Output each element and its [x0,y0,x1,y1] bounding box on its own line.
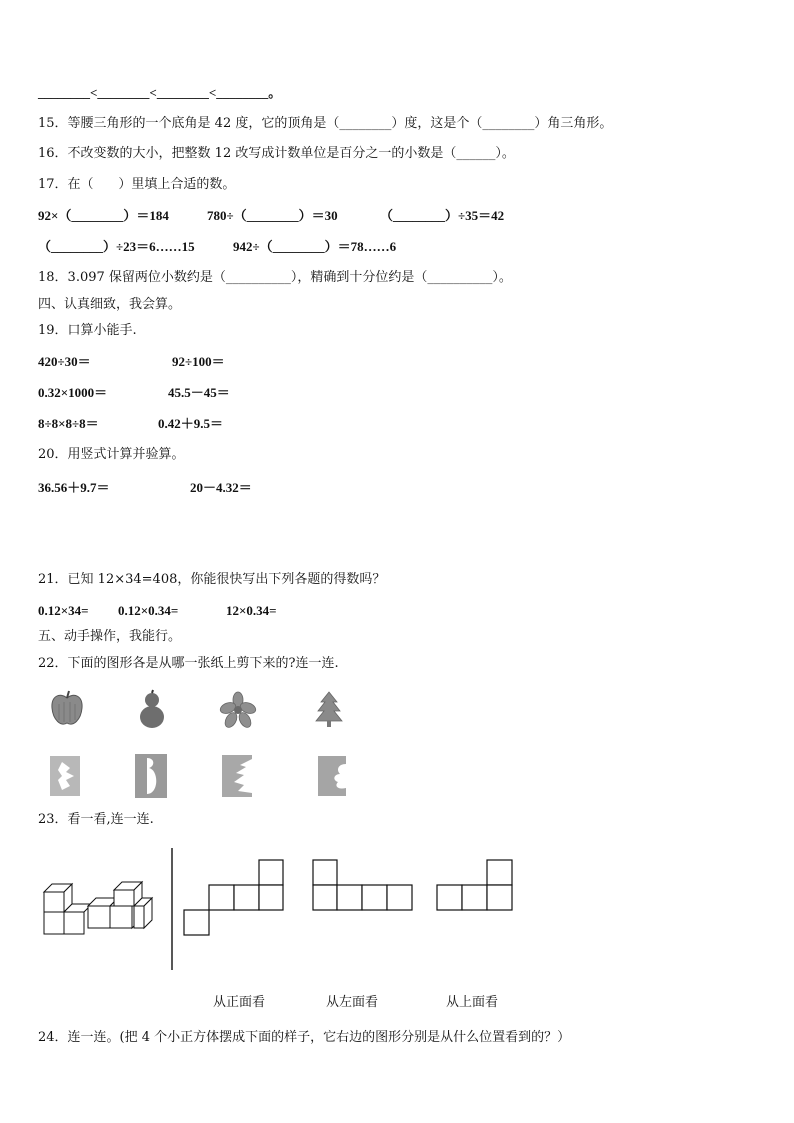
flower-icon [220,692,256,728]
paper-tree-hole-icon [222,755,252,797]
view-grid-2 [312,859,414,912]
tree-icon [315,692,343,728]
question-21: 21．已知 12×34=408，你能很快写出下列各题的得数吗？ [38,572,386,587]
question-19: 19．口算小能手. [38,323,137,338]
q19-item-b: 92÷100＝ [172,354,225,369]
question-23: 23．看一看,连一连. [38,812,154,827]
section-4-heading: 四、认真细致，我会算。 [38,297,182,312]
paper-flower-hole-icon [318,756,346,796]
q17-item-d: （________）÷23＝6……15 [38,239,195,254]
q17-item-a: 92×（________）＝184 [38,208,169,223]
question-24: 24．连一连。(把 4 个小正方体摆成下面的样子，它右边的图形分别是从什么位置看到的？） [38,1030,571,1045]
question-22: 22．下面的图形各是从哪一张纸上剪下来的?连一连. [38,656,339,671]
q21-item-c: 12×0.34= [226,603,277,618]
q19-item-d: 45.5－45＝ [168,385,230,400]
paper-gourd-hole-icon [135,754,167,798]
question-16: 16．不改变数的大小，把整数 12 改写成计数单位是百分之一的小数是（______）。 [38,146,515,161]
q21-item-a: 0.12×34= [38,603,89,618]
view-label-front: 从正面看 [213,995,266,1010]
question-15: 15．等腰三角形的一个底角是 42 度，它的顶角是（________）度，这是个（________）角三角形。 [38,116,613,131]
question-17: 17．在（ ）里填上合适的数。 [38,177,236,192]
paper-leaf-hole-icon [50,756,80,796]
apple-icon [50,690,84,728]
view-label-left: 从左面看 [326,995,379,1010]
view-grid-3 [436,859,514,912]
q19-item-c: 0.32×1000＝ [38,385,108,400]
view-grid-1 [183,859,285,937]
q20-item-b: 20－4.32＝ [190,480,252,495]
q19-item-f: 0.42＋9.5＝ [158,416,224,431]
section-5-heading: 五、动手操作，我能行。 [38,629,182,644]
q21-item-b: 0.12×0.34= [118,603,179,618]
q17-item-c: （________）÷35＝42 [380,208,505,223]
q19-item-e: 8÷8×8÷8＝ [38,416,99,431]
vertical-divider [170,848,174,970]
question-20: 20．用竖式计算并验算。 [38,447,185,462]
q19-item-a: 420÷30＝ [38,354,91,369]
q17-item-b: 780÷（________）＝30 [207,208,338,223]
cube-arrangement-figure [40,880,160,940]
q20-item-a: 36.56＋9.7＝ [38,480,110,495]
q17-item-e: 942÷（________）＝78……6 [233,239,397,254]
question-18: 18．3.097 保留两位小数约是（__________），精确到十分位约是（__________）。 [38,270,512,285]
inequality-line: ________<________<________<________。 [38,85,282,100]
view-label-top: 从上面看 [446,995,499,1010]
gourd-icon [136,690,168,730]
